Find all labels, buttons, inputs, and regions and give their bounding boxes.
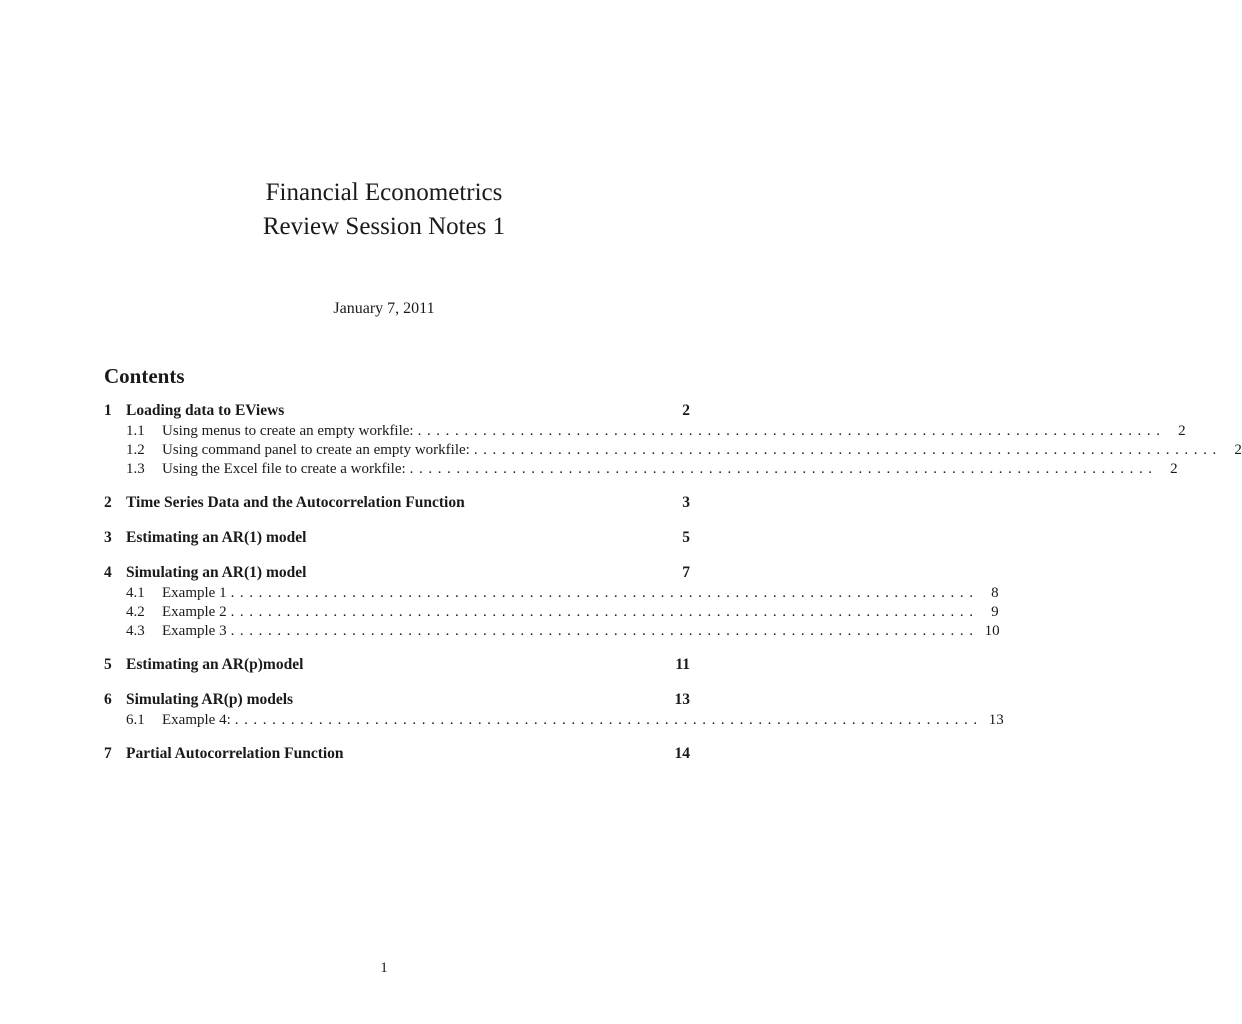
toc-section-page: 7 bbox=[682, 564, 690, 581]
toc-section-title: Estimating an AR(1) model bbox=[126, 529, 307, 546]
toc-section-title: Partial Autocorrelation Function bbox=[126, 745, 344, 762]
title-line-1: Financial Econometrics bbox=[265, 179, 503, 206]
toc-subsection-entry[interactable] bbox=[104, 623, 1000, 642]
toc-section-entry[interactable] bbox=[104, 564, 690, 585]
toc-dot-leader: ................................................................................ bbox=[473, 442, 1222, 458]
toc-subsection-number: 4.1 bbox=[126, 585, 145, 601]
toc-section-title: Time Series Data and the Autocorrelation Function bbox=[126, 494, 465, 511]
toc-section-number: 4 bbox=[104, 564, 112, 581]
toc-dot-leader: ................................................................................ bbox=[417, 423, 1166, 439]
contents-heading: Contents bbox=[104, 364, 185, 388]
toc-subsection-title: Using the Excel file to create a workfile: bbox=[162, 461, 406, 477]
toc-section-title: Estimating an AR(p)model bbox=[126, 656, 304, 673]
toc-subsection-title: Using menus to create an empty workfile: bbox=[162, 423, 414, 439]
toc-section bbox=[104, 656, 690, 677]
toc-subsection-title: Example 2 bbox=[162, 604, 227, 620]
toc-subsection-number: 4.2 bbox=[126, 604, 145, 620]
toc-subsection-entry[interactable] bbox=[104, 461, 1178, 480]
toc-section-entry[interactable] bbox=[104, 691, 690, 712]
toc-subsection-title: Example 4: bbox=[162, 712, 231, 728]
toc-section-entry[interactable] bbox=[104, 656, 690, 677]
toc-section-number: 3 bbox=[104, 529, 112, 546]
toc-subsection-entry[interactable] bbox=[104, 604, 999, 623]
toc-section-page: 2 bbox=[682, 402, 690, 419]
toc-subsection-number: 1.3 bbox=[126, 461, 145, 477]
toc-subsection-entry[interactable] bbox=[104, 712, 1004, 731]
toc-subsection-entry[interactable] bbox=[104, 442, 1242, 461]
toc-subsection-number: 1.1 bbox=[126, 423, 145, 439]
toc-subsection-page: 2 bbox=[1234, 442, 1242, 458]
toc-section-page: 13 bbox=[674, 691, 690, 708]
toc-subsection-entry[interactable] bbox=[104, 423, 1186, 442]
toc-section-entry[interactable] bbox=[104, 494, 690, 515]
toc-section-number: 1 bbox=[104, 402, 112, 419]
toc-section-number: 6 bbox=[104, 691, 112, 708]
toc-subsection-page: 2 bbox=[1178, 423, 1186, 439]
toc-section-title: Simulating AR(p) models bbox=[126, 691, 294, 708]
toc-section bbox=[104, 691, 1004, 731]
toc-dot-leader: ................................................................................ bbox=[230, 585, 979, 601]
toc-section bbox=[104, 494, 690, 515]
toc-subsection-page: 9 bbox=[991, 604, 999, 620]
toc-dot-leader: ................................................................................ bbox=[409, 461, 1158, 477]
toc-section-entry[interactable] bbox=[104, 402, 690, 423]
toc-section-number: 5 bbox=[104, 656, 112, 673]
toc-subsection-page: 13 bbox=[988, 712, 1004, 728]
toc-subsection-number: 6.1 bbox=[126, 712, 145, 728]
toc-subsection-page: 2 bbox=[1170, 461, 1178, 477]
document-date: January 7, 2011 bbox=[333, 300, 435, 317]
toc-section bbox=[104, 564, 1000, 642]
toc-subsection-number: 1.2 bbox=[126, 442, 145, 458]
toc-subsection-entry[interactable] bbox=[104, 585, 999, 604]
title-line-2: Review Session Notes 1 bbox=[262, 213, 506, 240]
toc-section-page: 11 bbox=[675, 656, 690, 673]
toc-section-page: 14 bbox=[674, 745, 690, 762]
toc-subsection-title: Example 1 bbox=[162, 585, 227, 601]
toc-section-entry[interactable] bbox=[104, 745, 690, 766]
toc-section bbox=[104, 745, 690, 766]
toc-subsection-title: Example 3 bbox=[162, 623, 227, 639]
toc-subsection-page: 10 bbox=[984, 623, 1000, 639]
toc-section-number: 7 bbox=[104, 745, 112, 762]
toc-section bbox=[104, 402, 1242, 480]
toc-section-number: 2 bbox=[104, 494, 112, 511]
toc-section bbox=[104, 529, 690, 550]
toc-section-title: Loading data to EViews bbox=[126, 402, 285, 419]
page-number: 1 bbox=[380, 960, 388, 976]
table-of-contents bbox=[104, 402, 1242, 780]
document-title bbox=[0, 176, 768, 244]
toc-section-page: 5 bbox=[682, 529, 690, 546]
toc-section-title: Simulating an AR(1) model bbox=[126, 564, 307, 581]
toc-section-entry[interactable] bbox=[104, 529, 690, 550]
toc-subsection-title: Using command panel to create an empty workfile: bbox=[162, 442, 470, 458]
toc-section-page: 3 bbox=[682, 494, 690, 511]
toc-subsection-number: 4.3 bbox=[126, 623, 145, 639]
toc-subsection-page: 8 bbox=[991, 585, 999, 601]
toc-dot-leader: ................................................................................ bbox=[230, 604, 979, 620]
toc-dot-leader: ................................................................................ bbox=[230, 623, 979, 639]
toc-dot-leader: ................................................................................ bbox=[234, 712, 983, 728]
